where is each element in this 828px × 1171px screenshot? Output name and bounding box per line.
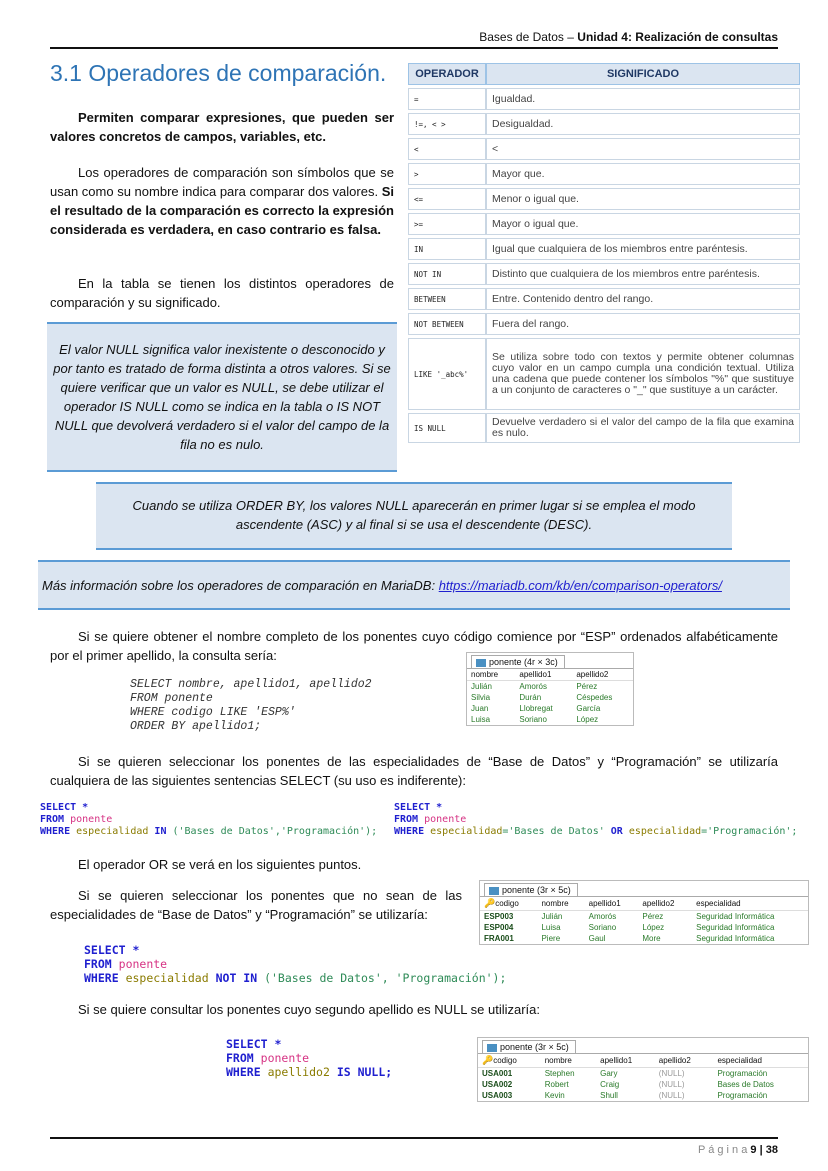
result-tab-1[interactable] — [471, 655, 565, 668]
result-cell: Stephen — [544, 1069, 575, 1078]
query1-text: Si se quiere obtener el nombre completo de los ponentes cuyo código comience por “ESP” ordenados alfabéticamente por el primer apellido, la consulta sería: — [50, 629, 778, 663]
sql-keyword: SELECT * — [40, 802, 89, 813]
sql-keyword: FROM — [40, 814, 65, 825]
result-cell: Programación — [717, 1069, 768, 1078]
sql-table: ponente — [118, 957, 168, 971]
operator-row — [408, 88, 800, 110]
result-cell: Seguridad Informática — [696, 934, 775, 943]
operator-symbol: < — [408, 138, 486, 160]
query3-sql — [84, 943, 506, 985]
sql-string: ='Programación'; — [701, 826, 798, 837]
result-cell: Soriano — [588, 923, 617, 932]
result-grid-3 — [477, 1037, 809, 1102]
sql-column: especialidad — [628, 826, 702, 837]
result-tab-3[interactable] — [482, 1040, 576, 1053]
operator-meaning: Menor o igual que. — [486, 188, 800, 210]
operator-symbol: NOT BETWEEN — [408, 313, 486, 335]
result-column-label: especialidad — [717, 1056, 762, 1065]
operator-row — [408, 163, 800, 185]
sql-keyword: WHERE — [84, 971, 119, 985]
footer-rule — [50, 1137, 778, 1139]
table-intro-paragraph: En la tabla se tienen los distintos operadores de comparación y su significado. — [50, 276, 394, 310]
result-column-header — [480, 897, 537, 911]
more-info-box — [38, 560, 790, 610]
operator-symbol: !=, < > — [408, 113, 486, 135]
order-by-note-text: Cuando se utiliza ORDER BY, los valores NULL aparecerán en primer lugar si se emplea el modo ascendente (ASC) y al final si se usa el descendente (DESC). — [132, 498, 696, 532]
query3-paragraph: Si se quieren seleccionar los ponentes que no sean de las especialidades de “Base de Datos” y “Programación” se utilizaría: — [50, 888, 462, 922]
operators-table — [408, 60, 800, 446]
result-column-header — [572, 669, 633, 681]
result-column-label: nombre — [544, 1056, 572, 1065]
result-cell: Céspedes — [576, 693, 613, 702]
result-row[interactable] — [480, 922, 808, 933]
result-cell: Julián — [541, 912, 563, 921]
result-cell: Juan — [471, 704, 489, 713]
sql-string: ('Bases de Datos', 'Programación'); — [264, 971, 507, 985]
primary-key-icon: 🔑 — [482, 1055, 494, 1065]
result-column-header — [541, 1054, 596, 1068]
result-cell: García — [576, 704, 601, 713]
sql-keyword: IN — [154, 826, 167, 837]
sql-column: especialidad — [125, 971, 209, 985]
result-column-label: apellido2 — [642, 899, 675, 908]
operator-meaning: Igual que cualquiera de los miembros entre paréntesis. — [486, 238, 800, 260]
query2-sql-in — [40, 802, 377, 838]
operator-symbol: > — [408, 163, 486, 185]
result-cell: Kevin — [544, 1091, 565, 1100]
result-cell: Soriano — [519, 715, 547, 724]
operator-row — [408, 288, 800, 310]
result-cell: Seguridad Informática — [696, 912, 775, 921]
operator-meaning: Fuera del rango. — [486, 313, 800, 335]
result-column-label: nombre — [541, 899, 569, 908]
result-grid-2 — [479, 880, 809, 945]
sql-keyword: SELECT * — [84, 943, 140, 957]
result-cell: (NULL) — [658, 1091, 685, 1100]
operator-row — [408, 113, 800, 135]
page-header — [50, 30, 778, 49]
result-column-header — [585, 897, 639, 911]
result-column-label: apellido1 — [519, 670, 552, 679]
operator-symbol: LIKE '_abc%' — [408, 338, 486, 410]
mariadb-link[interactable]: https://mariadb.com/kb/en/comparison-operators/ — [438, 578, 722, 593]
operator-meaning: Mayor o igual que. — [486, 213, 800, 235]
sql-table: ponente — [424, 814, 467, 825]
sql-string: ('Bases de Datos','Programación'); — [172, 826, 378, 837]
operator-row — [408, 313, 800, 335]
result-cell: Amorós — [588, 912, 617, 921]
operator-meaning: < — [486, 138, 800, 160]
operator-symbol: = — [408, 88, 486, 110]
result-column-label: apellido1 — [588, 899, 621, 908]
sql-keyword: SELECT * — [226, 1037, 282, 1051]
result-tab-2[interactable] — [484, 883, 578, 896]
query2-text: Si se quieren seleccionar los ponentes de las especialidades de “Base de Datos” y “Programación” se utilizaría cualquiera de las siguientes sentencias SELECT (su uso es indiferente): — [50, 754, 778, 788]
operator-row — [408, 188, 800, 210]
operator-meaning: Distinto que cualquiera de los miembros entre paréntesis. — [486, 263, 800, 285]
result-row[interactable] — [467, 692, 633, 703]
result-column-label: especialidad — [696, 899, 741, 908]
order-by-note-box — [96, 482, 732, 550]
definition-text: Los operadores de comparación son símbolos que se usan como su nombre indica para comparar dos valores. — [50, 165, 394, 199]
operator-meaning: Devuelve verdadero si el valor del campo de la fila que examina es nulo. — [486, 413, 800, 443]
result-cell: Gaul — [588, 934, 606, 943]
query4-sql — [226, 1037, 392, 1079]
result-cell: Shull — [600, 1091, 618, 1100]
sql-keyword: OR — [610, 826, 623, 837]
result-column-label: apellido2 — [658, 1056, 691, 1065]
result-cell: (NULL) — [658, 1069, 685, 1078]
primary-key-icon: 🔑 — [484, 898, 496, 908]
result-column-header — [515, 669, 572, 681]
sql-keyword: NOT IN — [215, 971, 258, 985]
more-info-text: Más información sobre los operadores de comparación en MariaDB: — [42, 578, 439, 593]
result-cell: López — [642, 923, 665, 932]
query1-code: SELECT nombre, apellido1, apellido2 FROM ponente WHERE codigo LIKE 'ESP%' ORDER BY apellido1; — [130, 678, 372, 733]
result-cell: Luisa — [541, 923, 561, 932]
result-cell: FRA001 — [484, 934, 514, 943]
result-cell: Bases de Datos — [717, 1080, 774, 1089]
result-column-header — [467, 669, 515, 681]
sql-keyword: SELECT * — [394, 802, 443, 813]
result-row[interactable] — [478, 1068, 808, 1080]
result-row[interactable] — [478, 1079, 808, 1090]
section-title: 3.1 Operadores de comparación. — [50, 60, 387, 86]
meaning-column-header: SIGNIFICADO — [486, 63, 800, 85]
result-cell: Silvia — [471, 693, 491, 702]
sql-string: ='Bases de Datos' — [502, 826, 605, 837]
page-total: 38 — [765, 1144, 778, 1156]
sql-keyword: FROM — [226, 1051, 254, 1065]
operator-meaning: Igualdad. — [486, 88, 800, 110]
result-cell: ESP003 — [484, 912, 514, 921]
result-cell: Durán — [519, 693, 542, 702]
operator-meaning: Mayor que. — [486, 163, 800, 185]
sql-keyword: IS NULL; — [336, 1065, 393, 1079]
sql-keyword: FROM — [394, 814, 419, 825]
result-tab-label: ponente (3r × 5c) — [502, 885, 571, 895]
header-unit: Unidad 4: Realización de consultas — [577, 30, 778, 44]
result-column-header — [655, 1054, 714, 1068]
result-tab-label: ponente (3r × 5c) — [500, 1042, 569, 1052]
sql-keyword: FROM — [84, 957, 112, 971]
result-row[interactable] — [467, 714, 633, 725]
result-cell: ESP004 — [484, 923, 514, 932]
result-cell: Gary — [600, 1069, 618, 1078]
operator-symbol: BETWEEN — [408, 288, 486, 310]
result-cell: USA001 — [482, 1069, 513, 1078]
operator-row — [408, 413, 800, 443]
result-cell: (NULL) — [658, 1080, 685, 1089]
result-cell: Seguridad Informática — [696, 923, 775, 932]
result-cell: Pérez — [642, 912, 664, 921]
result-row[interactable] — [478, 1090, 808, 1101]
header-course: Bases de Datos – — [479, 30, 578, 44]
operator-symbol: IS NULL — [408, 413, 486, 443]
sql-table: ponente — [70, 814, 113, 825]
result-tab-label: ponente (4r × 3c) — [489, 657, 558, 667]
result-column-label: codigo — [493, 1056, 517, 1065]
result-cell: Programación — [717, 1091, 768, 1100]
sql-column: especialidad — [76, 826, 149, 837]
result-cell: USA003 — [482, 1091, 513, 1100]
result-cell: Pérez — [576, 682, 598, 691]
table-icon — [487, 1044, 497, 1052]
operator-row — [408, 238, 800, 260]
query2-sql-or — [394, 802, 797, 838]
definition-paragraph — [50, 163, 394, 239]
operator-symbol: NOT IN — [408, 263, 486, 285]
operator-meaning: Se utiliza sobre todo con textos y permite obtener columnas cuyo valor en un campo cumpla una condición textual. Utiliza una cadena que puede contener los símbolos "%" que sustituye a un conjunto de caracteres o "_" que sustituye a un carácter. — [486, 338, 800, 410]
table-icon — [476, 659, 486, 667]
operator-meaning: Entre. Contenido dentro del rango. — [486, 288, 800, 310]
result-row[interactable] — [480, 933, 808, 944]
result-column-header — [692, 897, 808, 911]
operator-meaning: Desigualdad. — [486, 113, 800, 135]
query2-paragraph — [50, 752, 778, 790]
result-column-header — [638, 897, 692, 911]
null-note-box — [47, 322, 397, 472]
result-cell: Amorós — [519, 682, 547, 691]
sql-column: apellido2 — [267, 1065, 330, 1079]
result-cell: Luisa — [471, 715, 491, 724]
result-cell: Robert — [544, 1080, 569, 1089]
table-icon — [489, 887, 499, 895]
page-footer: P á g i n a 9 | 38 — [698, 1144, 778, 1156]
result-column-label: nombre — [471, 670, 499, 679]
sql-keyword: WHERE — [226, 1065, 261, 1079]
query1-paragraph — [50, 627, 778, 665]
null-note-text: El valor NULL significa valor inexistente o desconocido y por tanto es tratado de forma distinta a otros valores. Si se quiere verificar que un valor es NULL, se debe utilizar el operador IS NULL como se indica en la tabla o IS NOT NULL que devolverá verdadero si el valor del campo de la fila no es nulo. — [53, 342, 391, 452]
result-cell: Julián — [471, 682, 492, 691]
operator-row — [408, 338, 800, 410]
result-cell: USA002 — [482, 1080, 513, 1089]
result-column-header — [478, 1054, 541, 1068]
sql-keyword: WHERE — [40, 826, 71, 837]
result-row[interactable] — [467, 681, 633, 693]
result-column-label: apellido1 — [600, 1056, 633, 1065]
result-column-label: codigo — [495, 899, 519, 908]
sql-keyword: WHERE — [394, 826, 425, 837]
result-column-label: apellido2 — [576, 670, 609, 679]
sql-column: especialidad — [430, 826, 503, 837]
operator-row — [408, 263, 800, 285]
result-cell: Piere — [541, 934, 561, 943]
operator-row — [408, 213, 800, 235]
operator-symbol: >= — [408, 213, 486, 235]
result-column-header — [713, 1054, 808, 1068]
intro-paragraph: Permiten comparar expresiones, que pueden ser valores concretos de campos, variables, etc. — [50, 110, 394, 144]
page-number: 9 — [750, 1144, 757, 1156]
operator-symbol: IN — [408, 238, 486, 260]
page-label: P á g i n a — [698, 1144, 748, 1156]
result-cell: More — [642, 934, 661, 943]
operator-column-header: OPERADOR — [408, 63, 486, 85]
result-cell: Craig — [600, 1080, 620, 1089]
definition-bold-text: Si el resultado de la comparación es correcto la expresión considerada es verdadera, en caso contrario es falsa. — [50, 184, 394, 237]
operator-symbol: <= — [408, 188, 486, 210]
result-row[interactable] — [480, 911, 808, 923]
query4-paragraph: Si se quiere consultar los ponentes cuyo segundo apellido es NULL se utilizaría: — [78, 1002, 541, 1017]
sql-table: ponente — [260, 1051, 310, 1065]
result-grid-1 — [466, 652, 634, 726]
result-column-header — [537, 897, 584, 911]
result-row[interactable] — [467, 703, 633, 714]
result-column-header — [596, 1054, 655, 1068]
result-cell: López — [576, 715, 599, 724]
or-note-paragraph: El operador OR se verá en los siguientes puntos. — [78, 857, 362, 872]
result-cell: Llobregat — [519, 704, 553, 713]
operator-row — [408, 138, 800, 160]
